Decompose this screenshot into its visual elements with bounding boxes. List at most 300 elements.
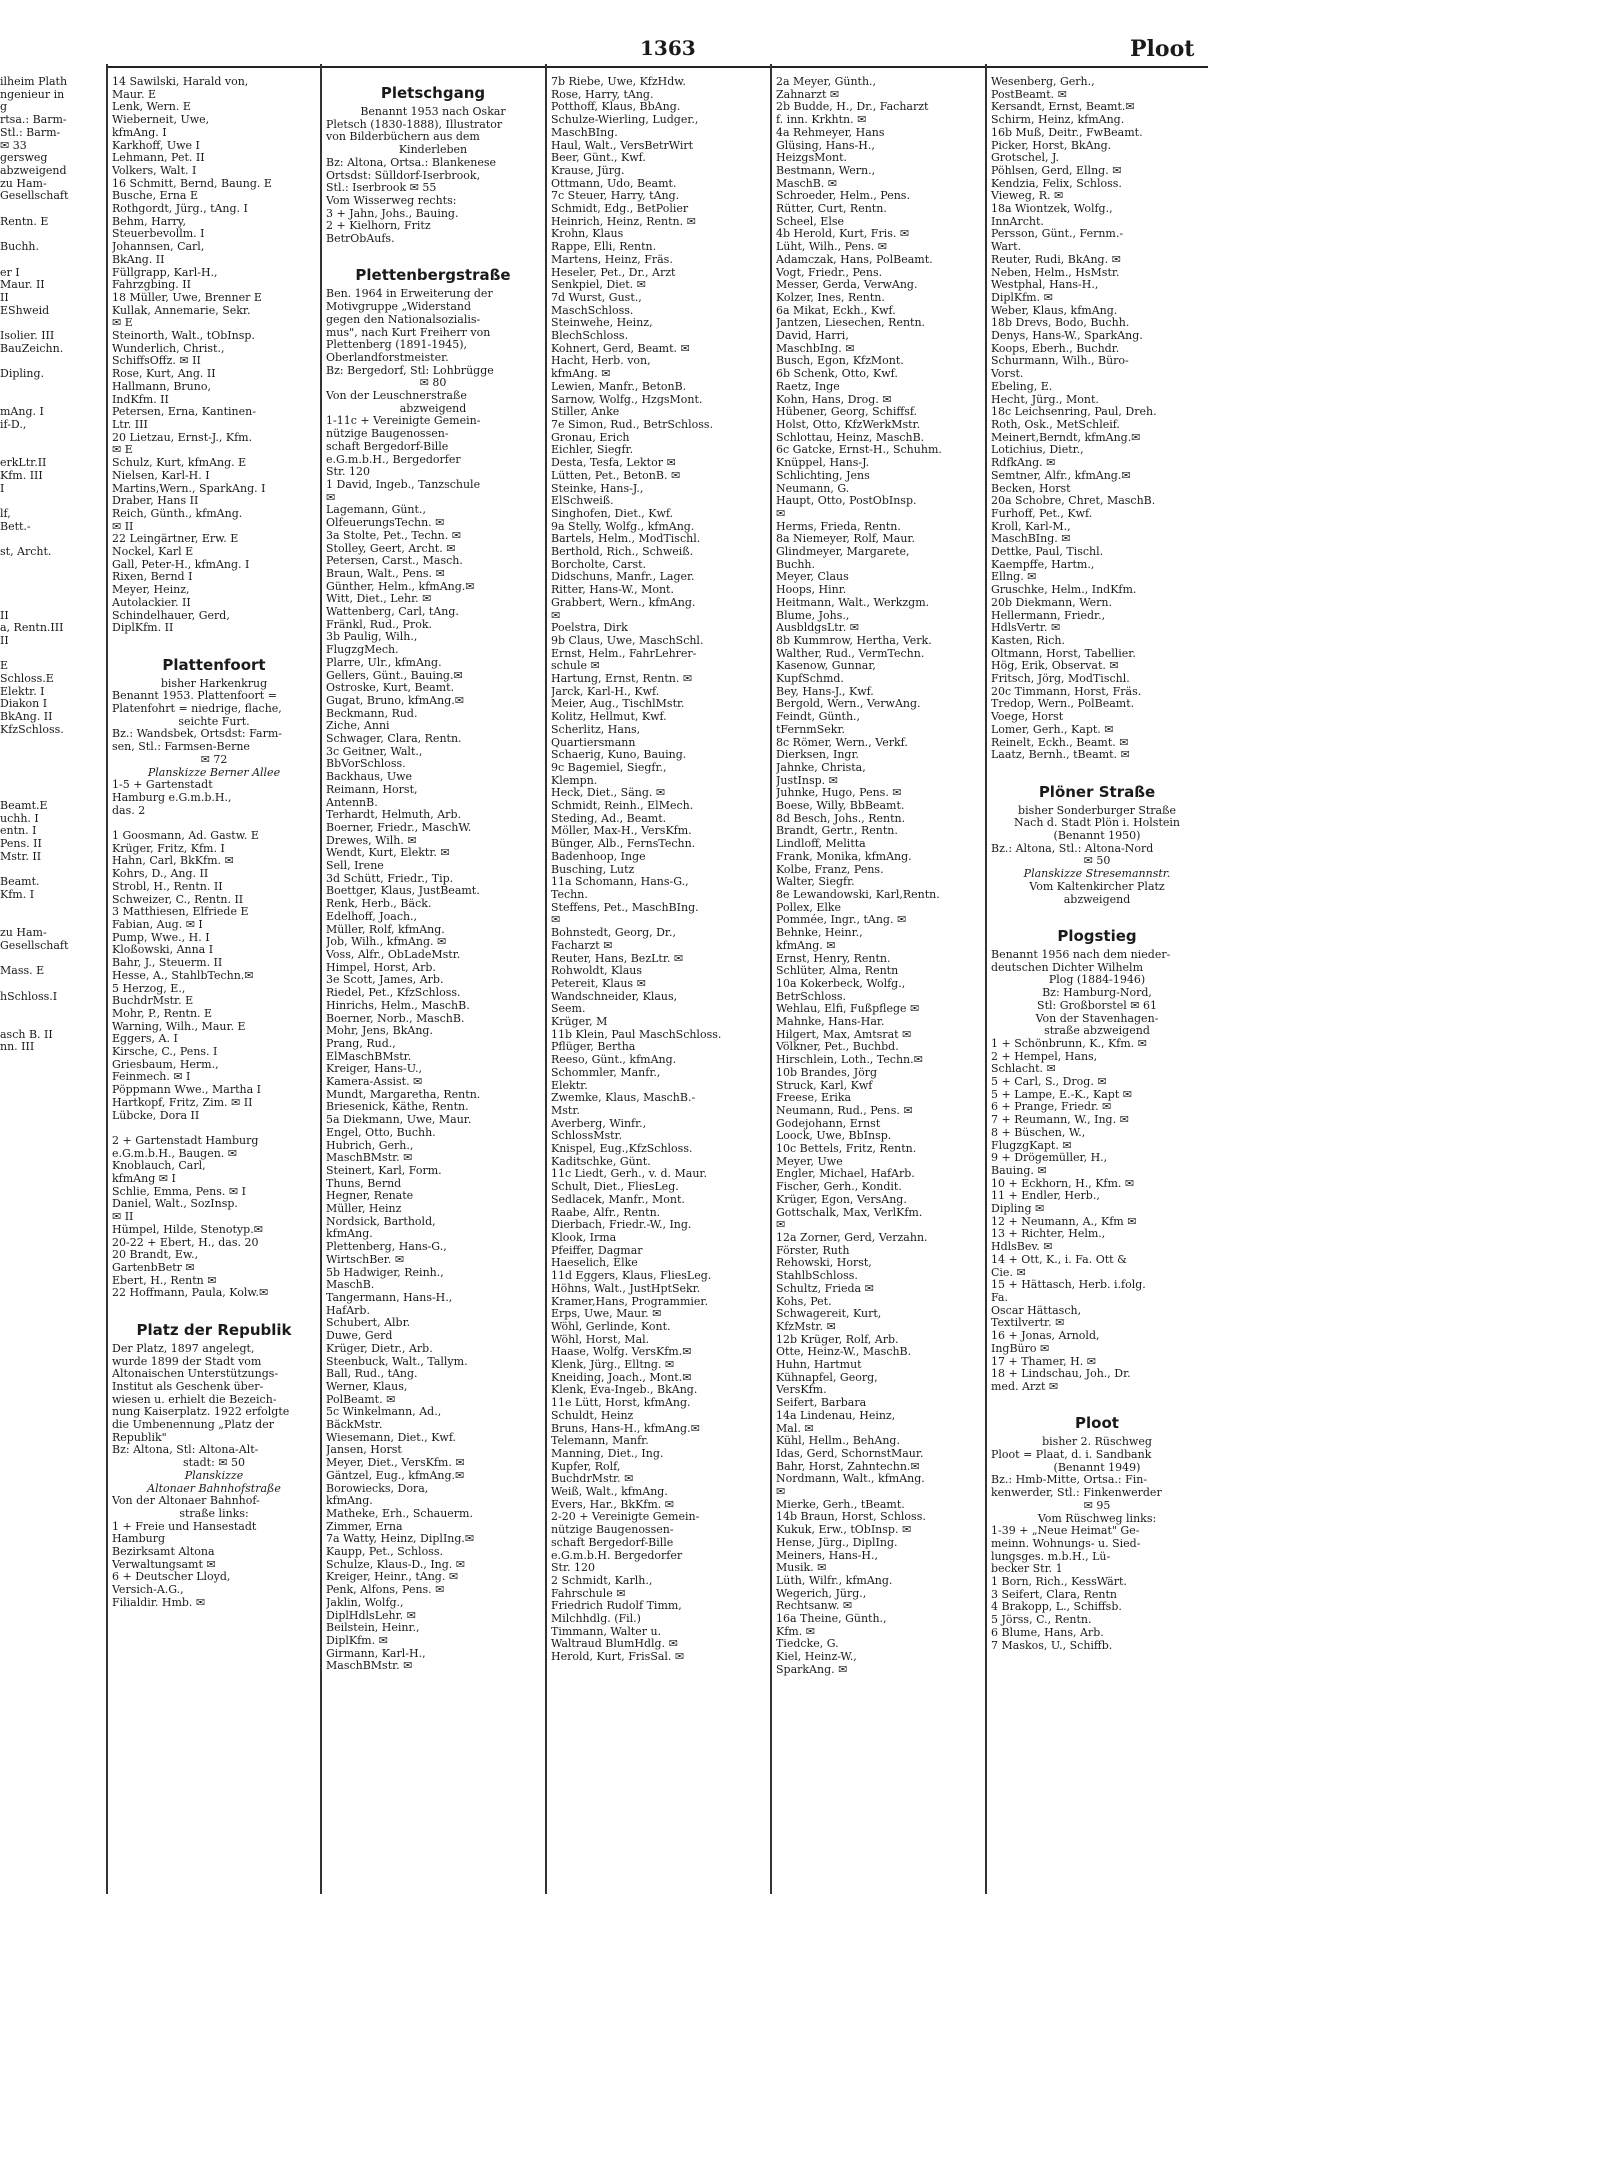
entry-line: Bz.: Wandsbek, Ortsdst: Farm- xyxy=(112,728,282,741)
entry-line: Singhofen, Diet., Kwf. xyxy=(551,507,674,520)
entry-line: 10a Kokerbeck, Wolfg., xyxy=(776,977,906,990)
entry-line: Fabian, Aug. ✉ I xyxy=(112,919,203,931)
entry-line: 22 Hoffmann, Paula, Kolw.✉ xyxy=(112,1287,269,1300)
entry-line: 20a Schobre, Chret, MaschB. xyxy=(991,495,1156,508)
entry-line: Ritter, Hans-W., Mont. xyxy=(551,584,674,597)
entry-line: Pöppmann Wwe., Martha I xyxy=(112,1084,262,1097)
entry-line: 20 Lietzau, Ernst-J., Kfm. xyxy=(112,431,253,444)
entry-line: kfmAng. xyxy=(326,1495,373,1508)
street-heading: Plattenfoort xyxy=(162,655,266,674)
street-info: straße links: xyxy=(179,1507,249,1520)
entry-line: Musik. ✉ xyxy=(776,1562,827,1575)
entry-line: Hübener, Georg, Schiffsf. xyxy=(776,406,918,419)
entry-line: Schwagereit, Kurt, xyxy=(776,1308,882,1321)
entry-line: MaschB. ✉ xyxy=(776,177,838,190)
edge-fragment: ✉ 33 xyxy=(0,138,27,152)
entry-line: Otte, Heinz-W., MaschB. xyxy=(776,1346,912,1359)
entry-line: Werner, Klaus, xyxy=(326,1380,408,1393)
entry-line: Reuter, Hans, BezLtr. ✉ xyxy=(551,952,684,965)
edge-fragment xyxy=(0,571,80,584)
entry-line: Fischer, Gerh., Kondit. xyxy=(776,1181,902,1194)
entry-line: Idas, Gerd, SchornstMaur. xyxy=(776,1447,924,1460)
street-heading: Pletschgang xyxy=(380,84,486,102)
entry-line: 5 + Lampe, E.-K., Kapt ✉ xyxy=(991,1088,1132,1101)
entry-line: Schlichting, Jens xyxy=(776,469,870,482)
entry-line: 10b Brandes, Jörg xyxy=(776,1066,878,1079)
edge-fragment: ilheim Plath xyxy=(0,76,68,88)
entry-line: Schirm, Heinz, kfmAng. xyxy=(991,114,1125,127)
entry-line: 3a Stolte, Pet., Techn. ✉ xyxy=(326,529,461,542)
entry-line: Pletsch (1830-1888), Illustrator xyxy=(326,118,503,131)
entry-line xyxy=(991,762,1203,775)
entry-line: Duwe, Gerd xyxy=(326,1330,393,1343)
entry-line: Zahnarzt ✉ xyxy=(776,88,840,101)
entry-line: Günther, Helm., kfmAng.✉ xyxy=(326,580,475,593)
entry-line: Petereit, Klaus ✉ xyxy=(551,977,646,990)
entry-line: 1 + Freie und Hansestadt xyxy=(112,1520,257,1533)
entry-line: Kupfer, Rolf, xyxy=(551,1460,621,1473)
entry-line: Beckmann, Rud. xyxy=(326,707,418,720)
entry-line: Picker, Horst, BkAng. xyxy=(991,139,1112,152)
entry-line: 4a Rehmeyer, Hans xyxy=(776,126,885,139)
entry-line: kfmAng. ✉ xyxy=(776,939,836,952)
entry-line: Telemann, Manfr. xyxy=(551,1435,649,1448)
entry-line: Busching, Lutz xyxy=(551,863,635,876)
entry-line: Bz: Bergedorf, Stl: Lohbrügge xyxy=(326,364,494,377)
edge-fragment: Diakon I xyxy=(0,697,48,711)
entry-line: Kreiger, Hans-U., xyxy=(326,1063,422,1076)
entry-line: 6 Blume, Hans, Arb. xyxy=(991,1626,1104,1639)
entry-line: 1-39 + „Neue Heimat" Ge- xyxy=(991,1525,1140,1538)
entry-line: SparkAng. ✉ xyxy=(776,1663,848,1676)
entry-line: Backhaus, Uwe xyxy=(326,771,413,784)
entry-line: HdlsBev. ✉ xyxy=(991,1241,1053,1254)
entry-line: Kolitz, Hellmut, Kwf. xyxy=(551,711,667,724)
entry-line: Kreiger, Heinr., tAng. ✉ xyxy=(326,1571,459,1584)
entry-line: Scherlitz, Hans, xyxy=(551,723,641,736)
entry-line: Steinorth, Walt., tObInsp. xyxy=(112,330,255,343)
entry-line: 5 Jörss, C., Rentn. xyxy=(991,1614,1092,1627)
entry-line: Krohn, Klaus xyxy=(551,228,624,241)
entry-line: Struck, Karl, Kwf xyxy=(776,1079,873,1092)
street-info: Vom Rüschweg links: xyxy=(1037,1512,1157,1525)
entry-line: Hegner, Renate xyxy=(326,1190,414,1203)
entry-line: Glüsing, Hans-H., xyxy=(776,139,875,152)
header-rule xyxy=(108,66,1208,68)
entry-line: Herms, Frieda, Rentn. xyxy=(776,520,901,533)
entry-line: Lindloff, Melitta xyxy=(776,838,866,851)
entry-line: Heck, Diet., Säng. ✉ xyxy=(551,787,666,800)
entry-line: Tredop, Wern., PolBeamt. xyxy=(991,698,1135,711)
entry-line: 11e Lütt, Horst, kfmAng. xyxy=(551,1397,691,1410)
entry-line: Plarre, Ulr., kfmAng. xyxy=(326,656,442,669)
entry-line: Schweizer, C., Rentn. II xyxy=(112,893,244,906)
entry-line: Poelstra, Dirk xyxy=(551,622,628,635)
entry-line: Fahrschule ✉ xyxy=(551,1587,626,1600)
entry-line: SchiffsOffz. ✉ II xyxy=(112,355,201,368)
entry-line: 16a Theine, Günth., xyxy=(776,1613,887,1626)
entry-line: Renk, Herb., Bäck. xyxy=(326,898,432,911)
edge-fragment xyxy=(0,902,80,915)
entry-line: Altonaischen Unterstützungs- xyxy=(112,1368,279,1381)
entry-line: HeizgsMont. xyxy=(776,152,847,165)
entry-line: 10 + Eckhorn, H., Kfm. ✉ xyxy=(991,1177,1135,1190)
street-info: abzweigend xyxy=(1063,893,1131,906)
entry-line xyxy=(112,1300,316,1313)
entry-line: e.G.m.b.H., Baugen. ✉ xyxy=(112,1147,238,1160)
entry-line: Bahr, J., Steuerm. II xyxy=(112,957,223,970)
entry-line: Heitmann, Walt., Werkzgm. xyxy=(776,596,930,609)
entry-line: Blume, Johs., xyxy=(776,609,850,622)
entry-line: Grotschel, J. xyxy=(991,152,1060,165)
entry-line: BuchdrMstr. ✉ xyxy=(551,1473,634,1486)
entry-line: Petersen, Carst., Masch. xyxy=(326,555,463,568)
edge-fragment: rtsa.: Barm- xyxy=(0,113,67,127)
edge-fragment: g xyxy=(0,100,8,114)
entry-line: Grabbert, Wern., kfmAng. xyxy=(551,596,696,609)
entry-line: 18 + Lindschau, Joh., Dr. xyxy=(991,1368,1131,1381)
entry-line: wurde 1899 der Stadt vom xyxy=(112,1355,262,1368)
entry-line: Dierbach, Friedr.-W., Ing. xyxy=(551,1219,692,1232)
entry-line: Ploot = Plaat, d. i. Sandbank xyxy=(991,1449,1152,1462)
entry-line: Wiesemann, Diet., Kwf. xyxy=(326,1431,457,1444)
entry-line: FlugzgKapt. ✉ xyxy=(991,1139,1072,1152)
entry-line: Buchh. xyxy=(776,558,815,571)
entry-line: Edelhoff, Joach., xyxy=(326,910,418,923)
entry-line: 7a Watty, Heinz, DiplIng.✉ xyxy=(326,1533,475,1546)
entry-line: Hög, Erik, Observat. ✉ xyxy=(991,660,1119,673)
entry-line: 8c Römer, Wern., Verkf. xyxy=(776,736,908,749)
entry-line: Nordmann, Walt., kfmAng. xyxy=(776,1473,925,1486)
entry-line: Ebert, H., Rentn ✉ xyxy=(112,1274,217,1287)
entry-line: Schulz, Kurt, kfmAng. E xyxy=(112,457,247,470)
entry-line: Reimann, Horst, xyxy=(326,783,418,796)
entry-line: Reich, Günth., kfmAng. xyxy=(112,507,243,520)
entry-line: Hamburg xyxy=(112,1533,166,1546)
entry-line: PostBeamt. ✉ xyxy=(991,88,1067,101)
entry-line: Hoops, Hinr. xyxy=(776,584,847,597)
entry-line: Weiß, Walt., kfmAng. xyxy=(551,1486,668,1499)
entry-line: Rothgordt, Jürg., tAng. I xyxy=(112,203,248,216)
entry-line: 20c Timmann, Horst, Fräs. xyxy=(991,685,1142,698)
entry-line: Heseler, Pet., Dr., Arzt xyxy=(551,266,676,279)
street-heading: Platz der Republik xyxy=(136,1320,292,1339)
entry-line: DiplKfm. ✉ xyxy=(991,291,1053,304)
entry-line: PolBeamt. ✉ xyxy=(326,1393,396,1406)
entry-line: 9b Claus, Uwe, MaschSchl. xyxy=(551,634,704,647)
entry-line: 14 Sawilski, Harald von, xyxy=(112,76,249,88)
column-rule xyxy=(545,64,547,1894)
entry-line: Autolackier. II xyxy=(112,596,191,609)
entry-line: ✉ E xyxy=(112,444,133,457)
edge-fragment: II xyxy=(0,608,9,622)
edge-fragment: Beamt. xyxy=(0,875,40,889)
directory-column-2 xyxy=(326,76,540,1673)
entry-line: 3 + Jahn, Johs., Bauing. xyxy=(326,207,459,220)
entry-line: Hamburg e.G.m.b.H., xyxy=(112,791,232,804)
column-rule xyxy=(320,64,322,1894)
entry-line: 1-11c + Vereinigte Gemein- xyxy=(326,415,481,428)
entry-line: Sedlacek, Manfr., Mont. xyxy=(551,1193,685,1206)
entry-line: Voege, Horst xyxy=(991,711,1064,724)
entry-line: JustInsp. ✉ xyxy=(776,774,838,787)
entry-line: Krüger, Egon, VersAng. xyxy=(776,1193,907,1206)
entry-line: Wesenberg, Gerh., xyxy=(991,76,1095,88)
entry-line: Ebeling, E. xyxy=(991,380,1053,393)
entry-line: Meier, Aug., TischlMstr. xyxy=(551,698,685,711)
entry-line: Hirschlein, Loth., Techn.✉ xyxy=(776,1054,923,1067)
entry-line: Adamczak, Hans, PolBeamt. xyxy=(776,253,933,266)
entry-line: Schlüter, Alma, Rentn xyxy=(776,965,899,978)
entry-line: 7d Wurst, Gust., xyxy=(551,291,642,304)
entry-line: Haul, Walt., VersBetrWirt xyxy=(551,139,694,152)
entry-line: Bz.: Hmb-Mitte, Ortsa.: Fin- xyxy=(991,1474,1148,1487)
entry-line: 5 Herzog, E., xyxy=(112,982,186,995)
edge-fragment: Beamt.E xyxy=(0,799,48,813)
edge-fragment: abzweigend xyxy=(0,163,67,177)
entry-line: Steding, Ad., Beamt. xyxy=(551,812,667,825)
entry-line: Kühl, Hellm., BehAng. xyxy=(776,1435,900,1448)
entry-line: 6a Mikat, Eckh., Kwf. xyxy=(776,304,896,317)
entry-line: Steinke, Hans-J., xyxy=(551,482,644,495)
entry-line: Gruschke, Helm., IndKfm. xyxy=(991,584,1137,597)
edge-fragment: gersweg xyxy=(0,151,48,165)
entry-line: Wehlau, Elfi, Fußpflege ✉ xyxy=(776,1003,920,1016)
entry-line: Vom Wisserweg rechts: xyxy=(326,194,457,207)
entry-line: schaft Bergedorf-Bille xyxy=(551,1536,674,1549)
edge-fragment: if-D., xyxy=(0,417,27,431)
edge-fragment: er I xyxy=(0,265,20,279)
entry-line: Dettke, Paul, Tischl. xyxy=(991,546,1104,559)
entry-line: Mahnke, Hans-Har. xyxy=(776,1016,885,1029)
entry-line: OlfeuerungsTechn. ✉ xyxy=(326,517,445,530)
edge-fragment: BkAng. II xyxy=(0,710,53,724)
entry-line: BbVorSchloss. xyxy=(326,758,406,771)
entry-line: 12 + Neumann, A., Kfm ✉ xyxy=(991,1215,1137,1228)
entry-line: Mohr, P., Rentn. E xyxy=(112,1007,213,1020)
entry-line: Textilvertr. ✉ xyxy=(991,1317,1065,1330)
entry-line: Walther, Rud., VermTechn. xyxy=(776,647,925,660)
entry-line: Prang, Rud., xyxy=(326,1037,396,1050)
entry-line: WirtschBer. ✉ xyxy=(326,1253,405,1266)
entry-line: Krüger, M xyxy=(551,1016,608,1029)
edge-fragment: lf, xyxy=(0,506,11,520)
edge-fragment: mAng. I xyxy=(0,405,44,419)
edge-fragment xyxy=(0,749,80,762)
entry-line: Lübcke, Dora II xyxy=(112,1109,200,1122)
entry-line: Frank, Monika, kfmAng. xyxy=(776,850,912,863)
directory-column-4 xyxy=(776,76,980,1677)
entry-line: Stolley, Geert, Archt. ✉ xyxy=(326,542,456,555)
entry-line: Walter, Siegfr. xyxy=(776,876,855,889)
entry-line: Senkpiel, Diet. ✉ xyxy=(551,279,646,292)
entry-line: Schurmann, Wilh., Büro- xyxy=(991,355,1129,368)
entry-line: Kaempffe, Hartm., xyxy=(991,558,1095,571)
edge-fragment: Buchh. xyxy=(0,240,39,254)
entry-line: Steenbuck, Walt., Tallym. xyxy=(326,1355,468,1368)
edge-fragment xyxy=(0,1016,80,1029)
entry-line: Ellng. ✉ xyxy=(991,571,1037,584)
edge-fragment: Kfm. I xyxy=(0,888,35,901)
entry-line: Pommée, Ingr., tAng. ✉ xyxy=(776,914,907,927)
entry-line: Manning, Diet., Ing. xyxy=(551,1447,664,1460)
entry-line: 16b Muß, Deitr., FwBeamt. xyxy=(991,126,1143,139)
entry-line: Schulze, Klaus-D., Ing. ✉ xyxy=(326,1558,466,1571)
edge-fragment: II xyxy=(0,633,9,647)
edge-fragment: Schloss.E xyxy=(0,672,54,686)
entry-line: Rechtsanw. ✉ xyxy=(776,1600,853,1613)
entry-line: Schroeder, Helm., Pens. xyxy=(776,190,910,203)
entry-line: Heinrich, Heinz, Rentn. ✉ xyxy=(551,215,696,228)
entry-line: Cie. ✉ xyxy=(991,1266,1026,1279)
entry-line: 3d Schütt, Friedr., Tip. xyxy=(326,872,454,885)
left-page-edge-text xyxy=(0,76,80,1054)
entry-line: Füllgrapp, Karl-H., xyxy=(112,266,218,279)
entry-line: 5 + Carl, S., Drog. ✉ xyxy=(991,1076,1107,1089)
street-info: seichte Furt. xyxy=(178,715,250,728)
entry-line: wiesen u. erhielt die Bezeich- xyxy=(112,1393,277,1406)
entry-line: David, Harri, xyxy=(776,330,849,343)
entry-line: Haase, Wolfg. VersKfm.✉ xyxy=(551,1346,692,1359)
entry-line: HafArb. xyxy=(326,1304,370,1317)
entry-line: Boese, Willy, BbBeamt. xyxy=(776,800,905,813)
entry-line: Förster, Ruth xyxy=(776,1244,850,1257)
entry-line: Briesenick, Käthe, Rentn. xyxy=(326,1101,469,1114)
entry-line: 8a Niemeyer, Rolf, Maur. xyxy=(776,533,915,546)
entry-line: 7e Simon, Rud., BetrSchloss. xyxy=(551,418,714,431)
entry-line: Müller, Heinz xyxy=(326,1203,402,1216)
entry-line: Schulze-Wierling, Ludger., xyxy=(551,114,699,127)
entry-line: Elektr. xyxy=(551,1079,588,1092)
entry-line: 8b Kummrow, Hertha, Verk. xyxy=(776,634,932,647)
entry-line: Bauing. ✉ xyxy=(991,1164,1047,1177)
entry-line: f. inn. Krkhtn. ✉ xyxy=(776,114,867,127)
edge-fragment: asch B. II xyxy=(0,1027,53,1041)
directory-column-5 xyxy=(991,76,1203,1652)
entry-line: e.G.m.b.H. Bergedorfer xyxy=(551,1549,683,1562)
entry-line: Busche, Erna E xyxy=(112,190,199,203)
edge-fragment: a, Rentn.III xyxy=(0,621,64,635)
entry-line: Quartiersmann xyxy=(551,736,636,749)
entry-line: Ottmann, Udo, Beamt. xyxy=(551,177,677,190)
blank-margin xyxy=(1310,0,1600,2177)
entry-line: VersKfm. xyxy=(776,1384,827,1397)
entry-line: IngBüro ✉ xyxy=(991,1342,1050,1355)
entry-line: Von der Leuschnerstraße xyxy=(326,390,467,403)
entry-line: Schubert, Albr. xyxy=(326,1317,411,1330)
entry-line: 5a Diekmann, Uwe, Maur. xyxy=(326,1114,472,1127)
entry-line: 7 Maskos, U., Schiffb. xyxy=(991,1639,1113,1652)
entry-line: 9 + Drögemüller, H., xyxy=(991,1152,1108,1165)
entry-line: Juhnke, Hugo, Pens. ✉ xyxy=(776,787,902,800)
entry-line: Dierksen, Ingr. xyxy=(776,749,860,762)
edge-fragment xyxy=(0,737,80,750)
edge-fragment: Maur. II xyxy=(0,278,45,292)
street-info: (Benannt 1950) xyxy=(1053,830,1141,843)
entry-line: Kaditschke, Günt. xyxy=(551,1155,651,1168)
street-info: Kinderleben xyxy=(398,144,468,157)
entry-line: Gäntzel, Eug., kfmAng.✉ xyxy=(326,1469,465,1482)
entry-line: HdlsVertr. ✉ xyxy=(991,622,1061,635)
entry-line: 3 Seifert, Clara, Rentn xyxy=(991,1588,1117,1601)
entry-line: Martins,Wern., SparkAng. I xyxy=(112,482,266,495)
entry-line: Borowiecks, Dora, xyxy=(326,1482,429,1495)
entry-line: Schwager, Clara, Rentn. xyxy=(326,733,462,746)
entry-line: Krause, Jürg. xyxy=(551,164,625,177)
entry-line: FlugzgMech. xyxy=(326,644,399,657)
entry-line: Seem. xyxy=(551,1003,586,1016)
entry-line: BlechSchloss. xyxy=(551,330,629,343)
street-info: Bz: Hamburg-Nord, xyxy=(1042,987,1152,1000)
entry-line: Bahr, Horst, Zahntechn.✉ xyxy=(776,1460,920,1473)
entry-line: Dipling ✉ xyxy=(991,1203,1045,1216)
entry-line: nützige Baugenossen- xyxy=(551,1524,674,1537)
entry-line: ElMaschBMstr. xyxy=(326,1050,412,1063)
entry-line: Plettenberg, Hans-G., xyxy=(326,1241,447,1254)
edge-fragment: hSchloss.I xyxy=(0,989,58,1003)
entry-line: Mal. ✉ xyxy=(776,1422,814,1435)
edge-fragment: Kfm. III xyxy=(0,468,43,482)
entry-line: Kukuk, Erw., tObInsp. ✉ xyxy=(776,1524,912,1537)
entry-line: Wendt, Kurt, Elektr. ✉ xyxy=(326,847,450,860)
entry-line: schule ✉ xyxy=(551,660,600,673)
entry-line: Schindelhauer, Gerd, xyxy=(112,609,230,622)
entry-line: Kamera-Assist. ✉ xyxy=(326,1076,423,1089)
entry-line: Haeselich, Elke xyxy=(551,1257,638,1270)
entry-line: Kohrs, D., Ang. II xyxy=(112,868,209,881)
entry-line: Feindt, Günth., xyxy=(776,711,861,724)
entry-line: Wandschneider, Klaus, xyxy=(551,990,678,1003)
entry-line: Messer, Gerda, VerwAng. xyxy=(776,279,918,292)
entry-line: Klook, Irma xyxy=(551,1231,617,1244)
entry-line: Steinert, Karl, Form. xyxy=(326,1164,442,1177)
entry-line: Ben. 1964 in Erweiterung der xyxy=(326,288,493,301)
street-info: Nach d. Stadt Plön i. Holstein xyxy=(1014,817,1180,830)
entry-line: Vogt, Friedr., Pens. xyxy=(776,266,883,279)
entry-line: Daniel, Walt., SozInsp. xyxy=(112,1198,238,1211)
entry-line: Griesbaum, Herm., xyxy=(112,1058,219,1071)
entry-line: Schommler, Manfr., xyxy=(551,1066,661,1079)
street-info: Vom Kaltenkircher Platz xyxy=(1029,880,1165,893)
edge-fragment: I xyxy=(0,481,5,495)
entry-line: Republik" xyxy=(112,1431,167,1444)
entry-line: Fa. xyxy=(991,1291,1008,1304)
entry-line: 12a Zorner, Gerd, Verzahn. xyxy=(776,1231,928,1244)
entry-line: 3c Geitner, Walt., xyxy=(326,745,423,758)
entry-line: DiplKfm. II xyxy=(112,622,174,635)
entry-line: Bz: Altona, Stl: Altona-Alt- xyxy=(112,1444,259,1457)
edge-fragment: erkLtr.II xyxy=(0,456,47,470)
entry-line: Zwemke, Klaus, MaschB.- xyxy=(551,1092,696,1105)
entry-line: Karkhoff, Uwe I xyxy=(112,139,200,152)
entry-line: Loock, Uwe, BbInsp. xyxy=(776,1130,892,1143)
entry-line: Hacht, Herb. von, xyxy=(551,355,651,368)
entry-line: 3 Matthiesen, Elfriede E xyxy=(112,906,249,919)
entry-line: ✉ II xyxy=(112,520,134,533)
edge-fragment: entn. I xyxy=(0,824,37,838)
entry-line: Raetz, Inge xyxy=(776,380,840,393)
entry-line: Penk, Alfons, Pens. ✉ xyxy=(326,1584,445,1597)
edge-fragment xyxy=(0,775,80,788)
entry-line: Girmann, Karl-H., xyxy=(326,1647,426,1660)
entry-line: Weber, Klaus, kfmAng. xyxy=(991,304,1118,317)
entry-line: Mohr, Jens, BkAng. xyxy=(326,1025,433,1038)
entry-line: 14a Lindenau, Heinz, xyxy=(776,1409,896,1422)
entry-line: meinn. Wohnungs- u. Sied- xyxy=(991,1537,1141,1550)
entry-line: Pflüger, Bertha xyxy=(551,1041,636,1054)
column-rule xyxy=(770,64,772,1894)
edge-fragment: Gesellschaft xyxy=(0,938,69,952)
